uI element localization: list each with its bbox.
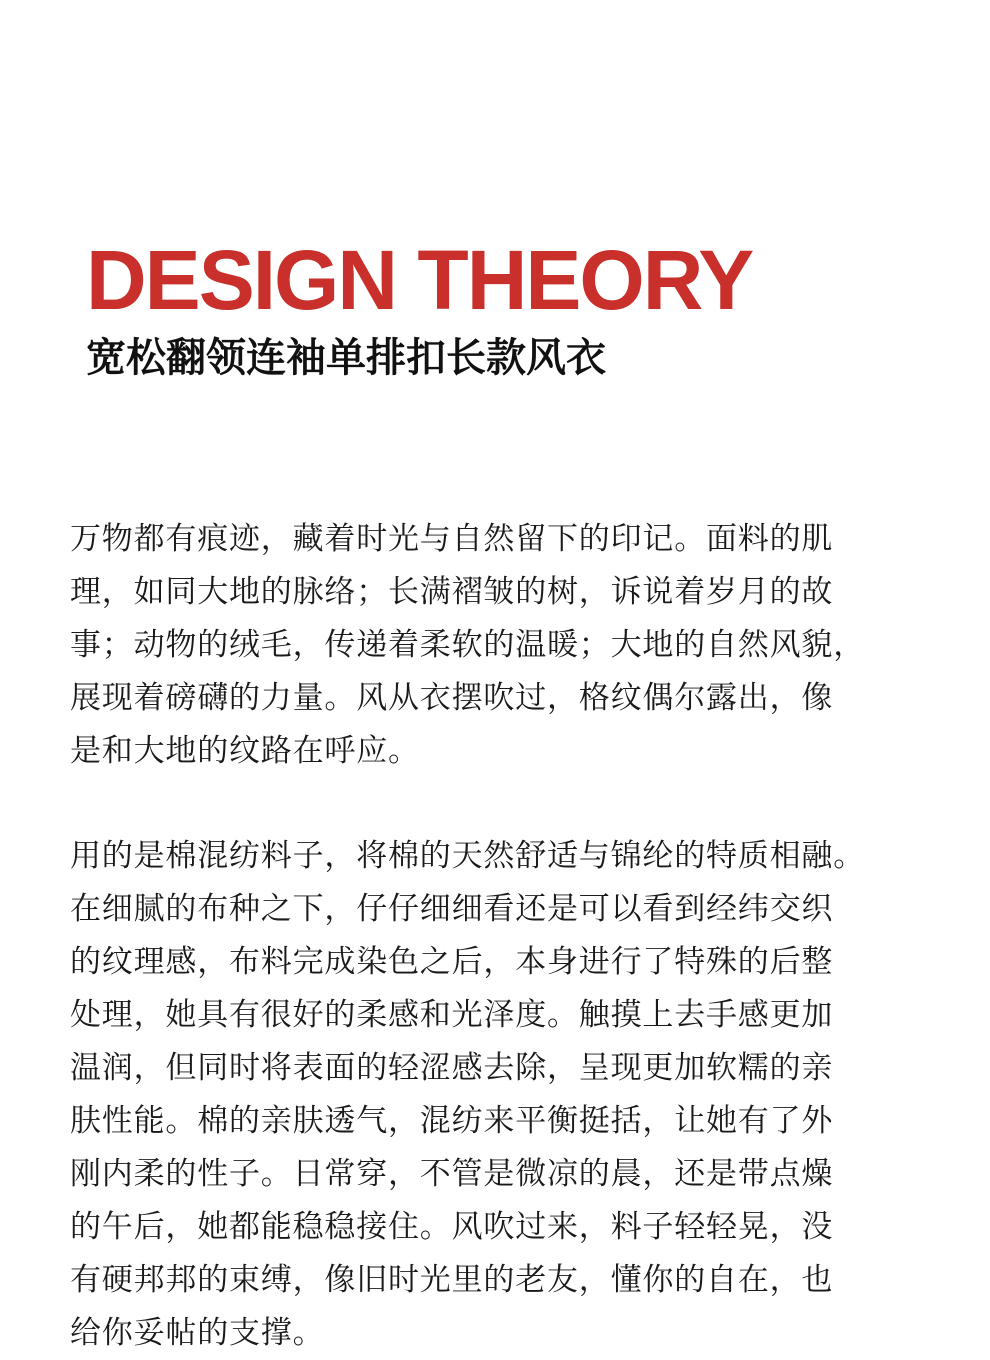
paragraph-line: 在细腻的布种之下，仔仔细细看还是可以看到经纬交织: [70, 891, 834, 927]
paragraph-line: 的纹理感，布料完成染色之后，本身进行了特殊的后整: [70, 944, 834, 980]
paragraph-line: 展现着磅礴的力量。风从衣摆吹过，格纹偶尔露出，像: [70, 680, 834, 716]
body-paragraph-2: [70, 830, 930, 1360]
paragraph-line: 事；动物的绒毛，传递着柔软的温暖；大地的自然风貌，: [70, 627, 865, 663]
paragraph-line: 有硬邦邦的束缚，像旧时光里的老友，懂你的自在，也: [70, 1262, 834, 1298]
paragraph-line: 肤性能。棉的亲肤透气，混纺来平衡挺括，让她有了外: [70, 1103, 834, 1139]
paragraph-line: 给你妥帖的支撑。: [70, 1315, 325, 1351]
paragraph-line: 万物都有痕迹，藏着时光与自然留下的印记。面料的肌: [70, 521, 834, 557]
paragraph-line: 的午后，她都能稳稳接住。风吹过来，料子轻轻晃，没: [70, 1209, 834, 1245]
body-paragraph-1: [70, 513, 930, 778]
paragraph-line: 刚内柔的性子。日常穿，不管是微凉的晨，还是带点燥: [70, 1156, 834, 1192]
paragraph-line: 是和大地的纹路在呼应。: [70, 733, 420, 769]
paragraph-line: 温润，但同时将表面的轻涩感去除，呈现更加软糯的亲: [70, 1050, 834, 1086]
paragraph-line: 用的是棉混纺料子，将棉的天然舒适与锦纶的特质相融。: [70, 838, 865, 874]
paragraph-line: 处理，她具有很好的柔感和光泽度。触摸上去手感更加: [70, 997, 834, 1033]
page-subtitle: 宽松翻领连袖单排扣长款风衣: [86, 335, 606, 381]
page-title: DESIGN THEORY: [86, 233, 753, 327]
paragraph-line: 理，如同大地的脉络；长满褶皱的树，诉说着岁月的故: [70, 574, 834, 610]
